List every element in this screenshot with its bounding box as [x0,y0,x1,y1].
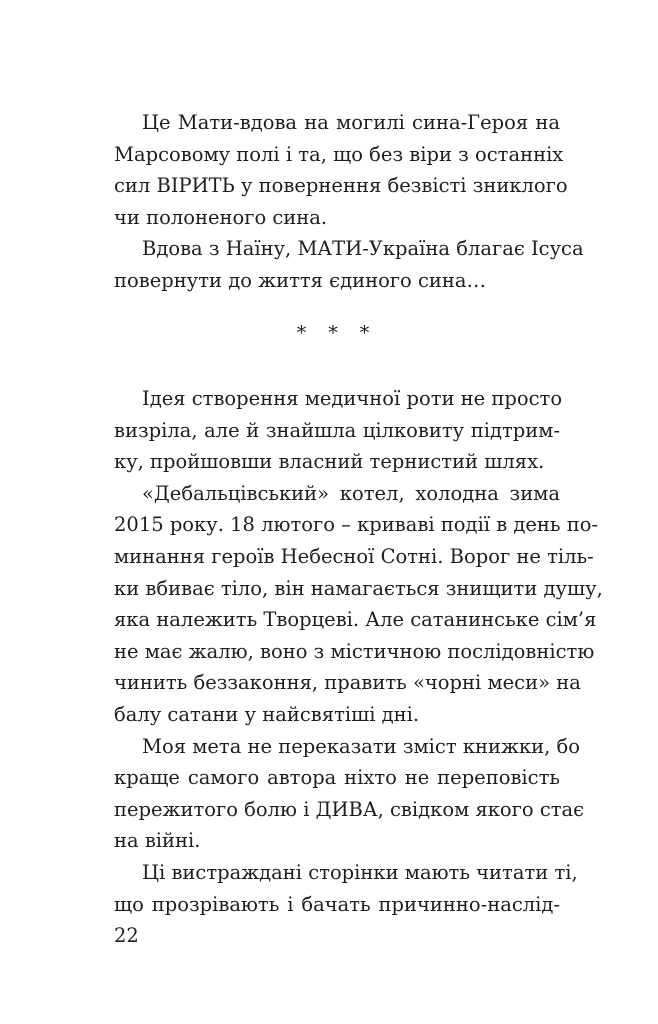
page-number: 22 [114,924,139,947]
text-line: чи полоненого сина. [114,205,328,229]
text-line: визріла, але й знайшла цілковиту підтрим- [114,418,560,442]
text-line: краще самого автора ніхто не переповість [114,766,560,790]
text-block-main [114,383,603,920]
text-line: ку, пройшовши власний тернистий шлях. [114,450,545,474]
text-line: Вдова з Наїну, МАТИ-Україна благає Ісуса [142,237,584,261]
section-separator: * * * [296,322,378,344]
text-line: минання героїв Небесної Сотні. Ворог не тіль- [114,544,594,568]
text-line: Ідея створення медичної роти не просто [142,387,563,410]
text-line: що прозрівають і бачать причинно-наслід- [114,892,560,916]
text-line: Це Мати-вдова на могилі сина-Героя на [142,111,560,134]
text-line: Ці вистраждані сторінки мають читати ті, [142,860,578,884]
text-line: «Дебальцівський» котел, холодна зима [142,481,560,505]
text-line: Марсовому полі і та, що без віри з останніх [114,142,564,166]
text-line: балу сатани у найсвятіші дні. [114,702,420,726]
text-line: не має жалю, воно з містичною послідовністю [114,639,595,663]
text-block-top [114,107,584,297]
text-line: Моя мета не переказати зміст книжки, бо [142,734,581,758]
text-line: 2015 року. 18 лютого – криваві події в день по- [114,513,599,537]
text-line: сил ВІРИТЬ у повернення безвісті зниклого [114,174,568,198]
text-line: яка належить Творцеві. Але сатанинське сім’я [114,608,597,632]
text-line: чинить беззаконня, править «чорні меси» на [114,671,581,695]
text-line: на війні. [114,829,201,853]
text-line: повернути до життя єдиного сина… [114,268,487,292]
text-line: ки вбиває тіло, він намагається знищити душу, [114,576,603,600]
text-line: пережитого болю і ДИВА, свідком якого стає [114,797,585,821]
